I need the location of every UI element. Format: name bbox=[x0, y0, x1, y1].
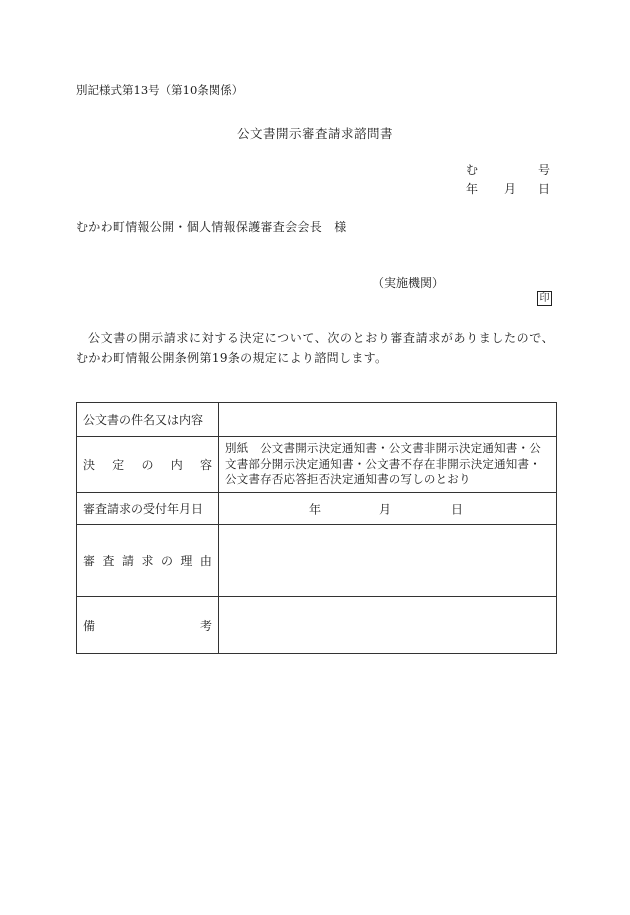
document-subject-label: 公文書の件名又は内容 bbox=[77, 403, 219, 437]
document-subject-value bbox=[219, 403, 557, 437]
date-year: 年 bbox=[466, 182, 479, 196]
consultation-table bbox=[76, 402, 557, 654]
issuer-label: （実施機関） bbox=[372, 276, 445, 290]
body-text: 公文書の開示請求に対する決定について、次のとおり審査請求がありましたので、むかわ町情報公開条例第19条の規定により諮問します。 bbox=[76, 331, 554, 365]
receipt-year: 年 bbox=[309, 502, 322, 516]
document-number-suffix: 号 bbox=[537, 163, 550, 177]
document-number-prefix: む bbox=[466, 163, 479, 177]
decision-content-value: 別紙 公文書開示決定通知書・公文書非開示決定通知書・公文書部分開示決定通知書・公文書不存在非開示決定通知書・公文書存否応答拒否決定通知書の写しのとおり bbox=[219, 437, 557, 493]
seal-mark: 印 bbox=[537, 291, 552, 306]
table-row bbox=[77, 597, 557, 654]
appeal-reason-value bbox=[219, 525, 557, 597]
remarks-value bbox=[219, 597, 557, 654]
appeal-reason-label: 審 査 請 求 の 理 由 bbox=[77, 525, 219, 597]
document-title: 公文書開示審査請求諮問書 bbox=[236, 126, 393, 141]
table-row bbox=[77, 437, 557, 493]
table-row bbox=[77, 525, 557, 597]
addressee: むかわ町情報公開・個人情報保護審査会会長 様 bbox=[76, 220, 347, 234]
date-day: 日 bbox=[537, 182, 550, 196]
decision-content-label: 決 定 の 内 容 bbox=[77, 437, 219, 493]
table-row bbox=[77, 403, 557, 437]
receipt-date-label: 審査請求の受付年月日 bbox=[77, 493, 219, 525]
date-month: 月 bbox=[504, 182, 517, 196]
table-row bbox=[77, 493, 557, 525]
form-number: 別記様式第13号（第10条関係） bbox=[76, 83, 244, 97]
receipt-date-value bbox=[219, 493, 557, 525]
receipt-month: 月 bbox=[379, 502, 392, 516]
receipt-day: 日 bbox=[451, 502, 464, 516]
remarks-label: 備 考 bbox=[77, 597, 219, 654]
